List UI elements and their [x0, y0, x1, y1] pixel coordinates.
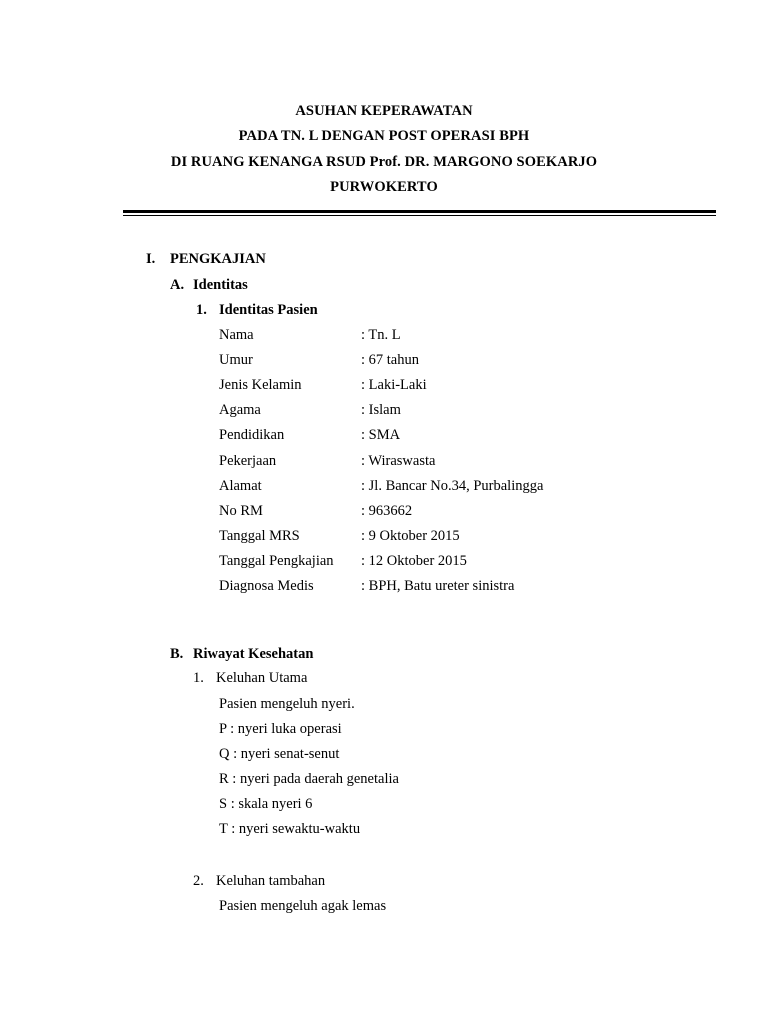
field-label: No RM	[219, 503, 263, 519]
field-value: : 963662	[361, 503, 413, 519]
complaint-2-title: Keluhan tambahan	[216, 873, 326, 889]
subsection-b-letter: B.	[170, 646, 184, 662]
title-line-3: DI RUANG KENANGA RSUD Prof. DR. MARGONO SOEKARJO	[170, 154, 598, 170]
field-value: : SMA	[361, 427, 401, 443]
complaint-1-title: Keluhan Utama	[216, 670, 308, 686]
header-rule-thin	[123, 215, 716, 216]
header-rule-thick	[123, 210, 716, 213]
section-title: PENGKAJIAN	[170, 251, 266, 267]
title-line-4: PURWOKERTO	[330, 179, 438, 195]
complaint-line: Q : nyeri senat-senut	[219, 746, 340, 762]
complaint-1-number: 1.	[193, 670, 204, 686]
field-label: Tanggal MRS	[219, 528, 300, 544]
field-label: Tanggal Pengkajian	[219, 553, 334, 569]
field-value: : BPH, Batu ureter sinistra	[361, 578, 515, 594]
complaint-line: T : nyeri sewaktu-waktu	[219, 821, 361, 837]
complaint-line: P : nyeri luka operasi	[219, 721, 342, 737]
field-value: : 67 tahun	[361, 352, 419, 368]
field-value: : Islam	[361, 402, 401, 418]
field-label: Agama	[219, 402, 261, 418]
subsection-a-title: Identitas	[193, 277, 248, 293]
complaint-line: Pasien mengeluh nyeri.	[219, 696, 355, 712]
field-value: : Laki-Laki	[361, 377, 427, 393]
field-label: Umur	[219, 352, 253, 368]
complaint-2-number: 2.	[193, 873, 204, 889]
field-label: Nama	[219, 327, 254, 343]
additional-complaint-line: Pasien mengeluh agak lemas	[219, 898, 387, 914]
item-1-title: Identitas Pasien	[219, 302, 318, 318]
complaint-line: S : skala nyeri 6	[219, 796, 313, 812]
complaint-line: R : nyeri pada daerah genetalia	[219, 771, 399, 787]
field-label: Jenis Kelamin	[219, 377, 302, 393]
item-1-number: 1.	[196, 302, 207, 318]
field-value: : Jl. Bancar No.34, Purbalingga	[361, 478, 544, 494]
field-value: : 12 Oktober 2015	[361, 553, 467, 569]
field-value: : Tn. L	[361, 327, 401, 343]
subsection-a-letter: A.	[170, 277, 185, 293]
field-value: : 9 Oktober 2015	[361, 528, 460, 544]
title-line-1: ASUHAN KEPERAWATAN	[295, 103, 473, 119]
section-number: I.	[146, 251, 156, 267]
subsection-b-title: Riwayat Kesehatan	[193, 646, 314, 662]
field-label: Pekerjaan	[219, 453, 277, 469]
field-label: Diagnosa Medis	[219, 578, 314, 594]
field-label: Pendidikan	[219, 427, 285, 443]
field-label: Alamat	[219, 478, 262, 494]
title-line-2: PADA TN. L DENGAN POST OPERASI BPH	[238, 128, 530, 144]
field-value: : Wiraswasta	[361, 453, 436, 469]
